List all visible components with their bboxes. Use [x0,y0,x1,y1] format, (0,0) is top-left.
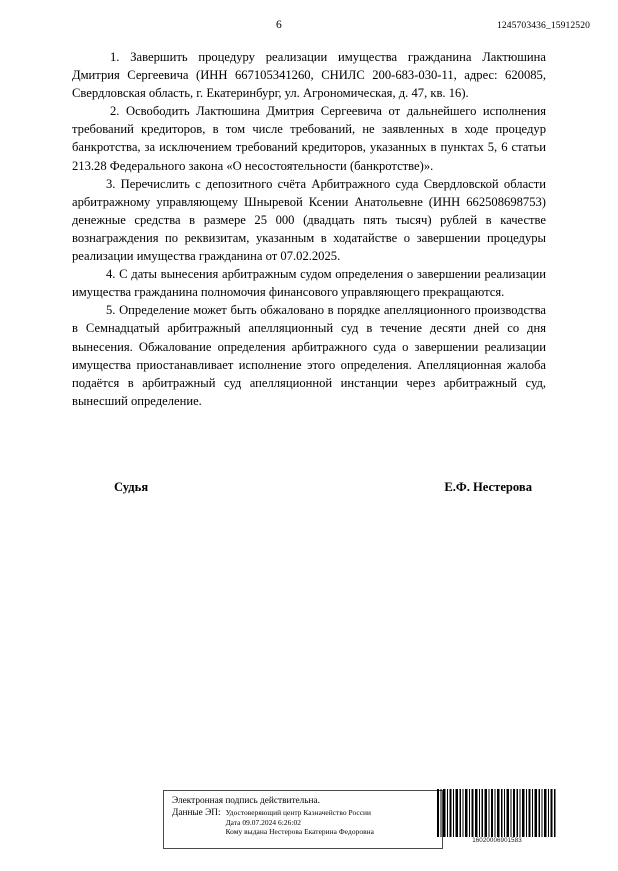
barcode-bars-icon [437,789,557,837]
page-number: 6 [276,19,282,31]
judge-name: Е.Ф. Нестерова [444,480,532,494]
judge-role-label: Судья [114,480,149,494]
esign-date: Дата 09.07.2024 6:26:02 [225,817,301,827]
esign-authority: Удостоверяющий центр Казначейство России [225,808,372,817]
esign-issued-to: Кому выдана Нестерова Екатерина Федоровна [225,827,374,837]
document-id: 1245703436_15912520 [496,20,590,31]
esign-data-label: Данные ЭП: [172,808,221,818]
document-body [72,48,546,410]
paragraph-5: 5. Определение может быть обжаловано в порядке апелляционного производства в Семнадцатый арбитражный апелляционный суд в течение десяти дней со дня вынесения. Обжалование определения арбитражного суда о завершении реализации имущества приостанавливает исполнение этого определения. Апелляционная жалоба подаётся в арбитражный суд апелляционной инстанции через арбитражный суд, вынесший определение. [72,303,546,408]
paragraph-1: 1. Завершить процедуру реализации имущества гражданина Лактюшина Дмитрия Сергеевича (ИНН 667105341260, СНИЛС 200-683-030-11, адрес: 620085, Свердловская область, г. Екатеринбург, ул. Агрономическая, д. 47, кв. 16). [72,50,546,101]
electronic-signature-stamp [163,790,443,849]
esign-details-block [172,808,436,837]
paragraph-2: 2. Освободить Лактюшина Дмитрия Сергеевича от дальнейшего исполнения требований кредиторов, в том числе требований, не заявленных в ходе процедур банкротства, за исключением требований кредиторов, указанных в пунктах 5, 6 статьи 213.28 Федерального закона «О несостоятельности (банкротстве)». [72,104,546,173]
esign-validity-text: Электронная подпись действительна. [172,796,320,806]
page-header [72,18,590,36]
paragraph-4: 4. С даты вынесения арбитражным судом определения о завершении реализации имущества гражданина полномочия финансового управляющего прекращаются. [72,267,546,300]
barcode [437,789,557,859]
signature-block [72,480,546,495]
esign-detail-lines [226,808,374,837]
barcode-number: 16020006901583 [472,837,522,844]
paragraph-3: 3. Перечислить с депозитного счёта Арбитражного суда Свердловской области арбитражному управляющему Шныревой Ксении Анатольевне (ИНН 662508698753) денежные средства в размере 25 000 (двадцать пять тысяч) рублей в качестве вознаграждения по реквизитам, указанным в ходатайстве о завершении процедуры реализации имущества гражданина от 07.02.2025. [72,176,546,264]
